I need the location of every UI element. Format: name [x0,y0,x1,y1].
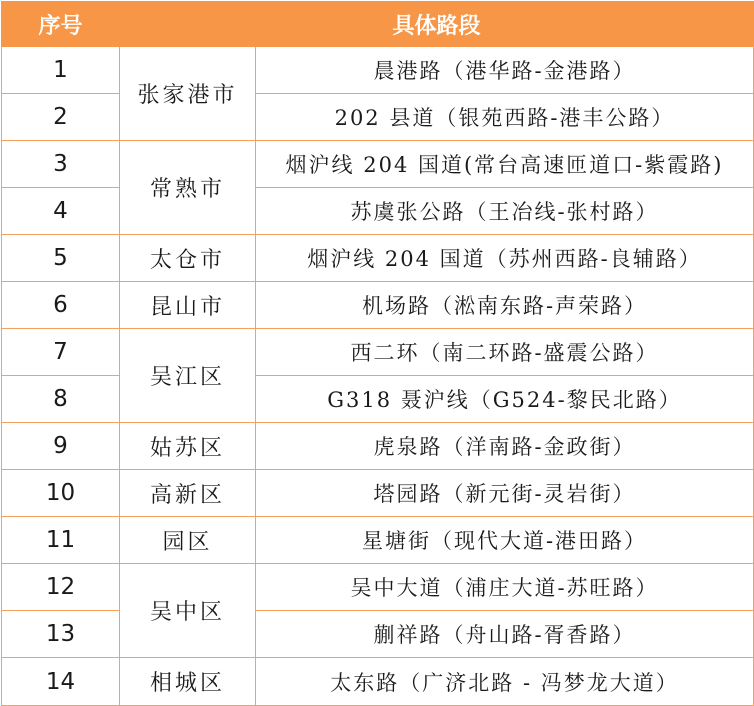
table-row [2,235,754,282]
row-road: 虎泉路（洋南路-金政街） [256,423,754,470]
row-road: 机场路（淞南东路-声荣路） [256,282,754,329]
row-number: 5 [2,235,120,282]
row-number: 4 [2,188,120,235]
row-number: 1 [2,47,120,94]
table-row [2,94,754,141]
row-number: 9 [2,423,120,470]
table-row [2,188,754,235]
row-number: 12 [2,564,120,611]
row-road: 烟沪线 204 国道（苏州西路-良辅路） [256,235,754,282]
row-number: 10 [2,470,120,517]
row-number: 7 [2,329,120,376]
table-row [2,517,754,564]
row-city: 吴江区 [120,329,256,423]
header-serial-number: 序号 [2,2,120,47]
row-road: 202 县道（银苑西路-港丰公路） [256,94,754,141]
table-header-row [2,2,754,47]
table-row [2,329,754,376]
row-road: 烟沪线 204 国道(常台高速匝道口-紫霞路) [256,141,754,188]
table-row [2,658,754,706]
table-row [2,611,754,658]
row-road: G318 聂沪线（G524-黎民北路） [256,376,754,423]
row-number: 6 [2,282,120,329]
table-row [2,564,754,611]
row-road: 晨港路（港华路-金港路） [256,47,754,94]
table-row [2,423,754,470]
row-number: 3 [2,141,120,188]
row-number: 11 [2,517,120,564]
row-number: 8 [2,376,120,423]
row-road: 太东路（广济北路 - 冯梦龙大道） [256,658,754,706]
row-road: 西二环（南二环路-盛震公路） [256,329,754,376]
row-city: 吴中区 [120,564,256,658]
row-city: 太仓市 [120,235,256,282]
road-section-table [1,1,754,706]
table-row [2,282,754,329]
row-number: 13 [2,611,120,658]
table-row [2,141,754,188]
table-row [2,376,754,423]
row-road: 苏虞张公路（王冶线-张村路） [256,188,754,235]
row-road: 蒯祥路（舟山路-胥香路） [256,611,754,658]
row-city: 园区 [120,517,256,564]
row-number: 14 [2,658,120,706]
row-city: 高新区 [120,470,256,517]
row-city: 相城区 [120,658,256,706]
row-city: 张家港市 [120,47,256,141]
row-city: 昆山市 [120,282,256,329]
table-row [2,47,754,94]
row-city: 常熟市 [120,141,256,235]
header-road-section: 具体路段 [120,2,754,47]
row-road: 星塘街（现代大道-港田路） [256,517,754,564]
row-number: 2 [2,94,120,141]
row-road: 塔园路（新元街-灵岩街） [256,470,754,517]
table-row [2,470,754,517]
row-road: 吴中大道（浦庄大道-苏旺路） [256,564,754,611]
row-city: 姑苏区 [120,423,256,470]
